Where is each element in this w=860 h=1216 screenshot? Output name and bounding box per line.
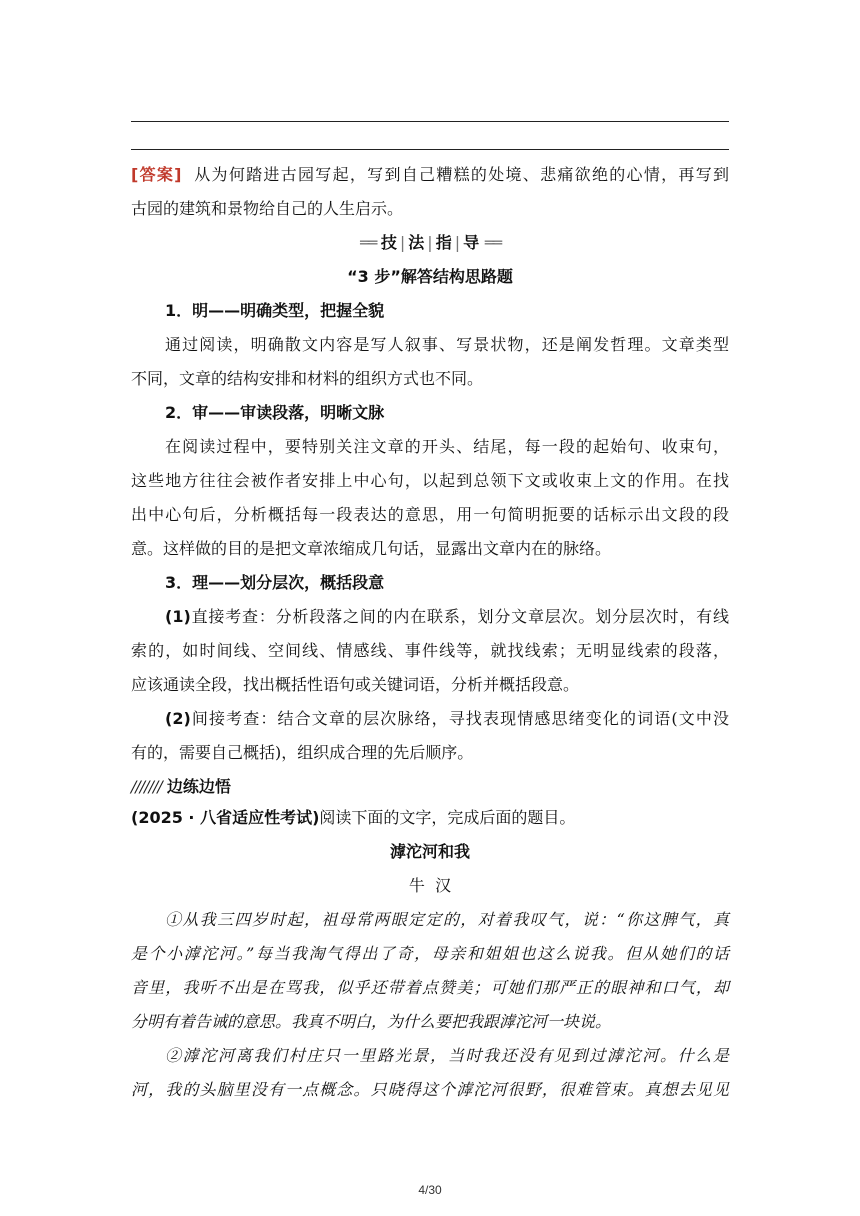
article-p2-line-2: 河，我的头脑里没有一点概念。只晓得这个滹沱河很野，很难管束。真想去见见 bbox=[131, 1080, 729, 1099]
title-divider: | bbox=[454, 233, 461, 252]
practice-source bbox=[131, 808, 729, 828]
answer-text-2: 古园的建筑和景物给自己的人生启示。 bbox=[131, 199, 404, 218]
article-p1-line-4: 分明有着告诫的意思。我真不明白，为什么要把我跟滹沱河一块说。 bbox=[131, 1012, 612, 1031]
article-title: 滹沱河和我 bbox=[389, 842, 470, 861]
step-3-heading: 3．理——划分层次，概括段意 bbox=[165, 573, 385, 592]
article-p2-line-1: ②滹沱河离我们村庄只一里路光景，当时我还没有见到过滹沱河。什么是 bbox=[165, 1046, 729, 1065]
skill-subtitle: “3 步”解答结构思路题 bbox=[347, 267, 513, 286]
answer-tag: [答案] bbox=[131, 165, 182, 184]
article-p1-line-2: 是个小滹沱河。”每当我淘气得出了奇，母亲和姐姐也这么说我。但从她们的话 bbox=[131, 944, 729, 963]
title-deco-left: ══ bbox=[360, 233, 376, 252]
step-2-line-2: 这些地方往往会被作者安排上中心句，以起到总领下文或收束上文的作用。在找 bbox=[131, 471, 729, 490]
step-3-p2-line-2: 有的，需要自己概括)，组织成合理的先后顺序。 bbox=[131, 743, 474, 762]
answer-line-2 bbox=[131, 199, 729, 219]
answer-blank-line-2 bbox=[131, 149, 729, 150]
article-author: 牛 汉 bbox=[408, 876, 452, 895]
exam-source: (2025 · 八省适应性考试) bbox=[131, 808, 320, 827]
skill-char-2: 法 bbox=[408, 233, 425, 252]
skill-guide-title bbox=[131, 233, 729, 253]
article-p1-line-3: 音里，我听不出是在骂我，似乎还带着点赞美；可她们那严正的眼神和口气，却 bbox=[131, 978, 729, 997]
page-number: 4/30 bbox=[418, 1183, 442, 1197]
step-3-p1-line-2: 索的，如时间线、空间线、情感线、事件线等，就找线索；无明显线索的段落， bbox=[131, 641, 729, 660]
title-deco-right: ══ bbox=[484, 233, 500, 252]
step-3-p1-label: (1) bbox=[165, 607, 191, 626]
article-p1-line-1: ①从我三四岁时起，祖母常两眼定定的，对着我叹气，说：“你这脾气，真 bbox=[165, 910, 729, 929]
title-divider: | bbox=[399, 233, 406, 252]
title-divider: | bbox=[427, 233, 433, 252]
step-1-line-2: 不同，文章的结构安排和材料的组织方式也不同。 bbox=[131, 369, 484, 388]
answer-blank-line-1 bbox=[131, 121, 729, 122]
answer-text-1: 从为何踏进古园写起，写到自己糟糕的处境、悲痛欲绝的心情，再写到 bbox=[194, 165, 729, 184]
step-3-p2-text: 间接考查：结合文章的层次脉络，寻找表现情感思绪变化的词语(文中没 bbox=[190, 709, 729, 728]
step-3-p2-line-1 bbox=[165, 709, 729, 729]
skill-char-4: 导 bbox=[463, 233, 480, 252]
slash-decoration: /////// bbox=[131, 777, 162, 796]
step-1-line-1: 通过阅读，明确散文内容是写人叙事、写景状物，还是阐发哲理。文章类型 bbox=[165, 335, 729, 354]
step-2-line-3: 出中心句后，分析概括每一段表达的意思，用一句简明扼要的话标示出文段的段 bbox=[131, 505, 729, 524]
step-3-p1-text: 直接考查：分析段落之间的内在联系，划分文章层次。划分层次时，有线 bbox=[190, 607, 729, 626]
step-2-heading: 2．审——审读段落，明晰文脉 bbox=[165, 403, 385, 422]
step-2-line-1: 在阅读过程中，要特别关注文章的开头、结尾，每一段的起始句、收束句， bbox=[165, 437, 729, 456]
practice-label: 边练边悟 bbox=[166, 777, 231, 796]
step-3-p2-label: (2) bbox=[165, 709, 191, 728]
step-1-heading: 1．明——明确类型，把握全貌 bbox=[165, 301, 385, 320]
practice-instruction: 阅读下面的文字，完成后面的题目。 bbox=[319, 808, 576, 827]
step-3-p1-line-1 bbox=[165, 607, 729, 627]
step-2-line-4: 意。这样做的目的是把文章浓缩成几句话，显露出文章内在的脉络。 bbox=[131, 539, 612, 558]
step-3-p1-line-3: 应该通读全段，找出概括性语句或关键词语，分析并概括段意。 bbox=[131, 675, 580, 694]
answer-line-1 bbox=[131, 165, 729, 185]
skill-char-3: 指 bbox=[435, 233, 452, 252]
skill-char-1: 技 bbox=[380, 233, 397, 252]
practice-header bbox=[131, 777, 729, 797]
